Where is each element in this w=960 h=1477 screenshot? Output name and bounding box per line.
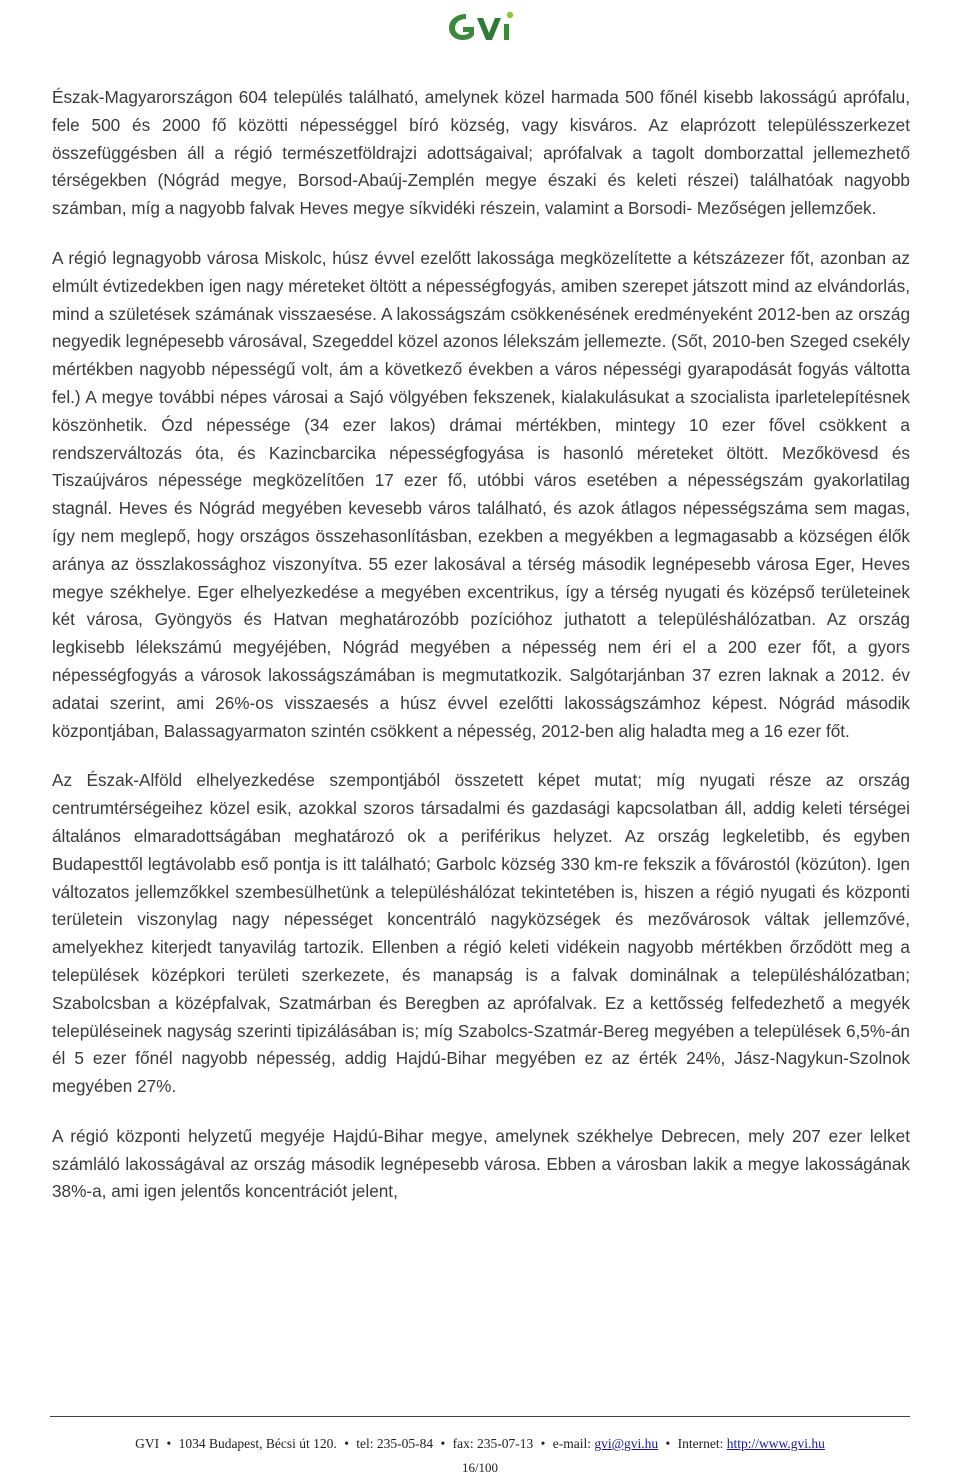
footer-email-label: e-mail:: [552, 1436, 591, 1451]
bullet-icon: •: [166, 1436, 172, 1451]
footer-fax: fax: 235-07-13: [452, 1436, 534, 1451]
bullet-icon: •: [540, 1436, 546, 1451]
paragraph-4: A régió központi helyzetű megyéje Hajdú-Bihar megye, amelynek székhelye Debrecen, mely 207 ezer lelket számláló lakosságával az ország második legnépesebb városa. Ebben a városban lakik a megye lakosságának 38%-a, ami igen jelentős koncentrációt jelent,: [52, 1125, 910, 1202]
footer-tel: tel: 235-05-84: [356, 1436, 434, 1451]
document-body: [52, 84, 910, 1228]
footer-internet-label: Internet:: [677, 1436, 724, 1451]
footer-divider: [50, 1416, 910, 1417]
gvi-logo-mark: [444, 6, 520, 46]
footer-contact: [0, 1436, 960, 1452]
footer-website-link[interactable]: http://www.gvi.hu: [726, 1436, 825, 1451]
footer-email-link[interactable]: gvi@gvi.hu: [594, 1436, 659, 1451]
footer-org: GVI: [135, 1436, 160, 1451]
bullet-icon: •: [665, 1436, 671, 1451]
paragraph-1: Észak-Magyarországon 604 település található, amelynek közel harmada 500 főnél kisebb lakosságú aprófalu, fele 500 és 2000 fő közötti népességgel bíró község, vagy kisváros. Az elaprózott településszerkezet összefüggésben áll a régió természetföldrajzi adottságaival; aprófalvak a tagolt domborzattal jellemezhető térségekben (Nógrád megye, Borsod-Abaúj-Zemplén megye északi és keleti részei) találhatóak nagyobb számban, míg a nagyobb falvak Heves megye síkvidéki részein, valamint a Borsodi- Mezőségen jellemzőek.: [52, 87, 910, 219]
paragraph-3: Az Észak-Alföld elhelyezkedése szempontjából összetett képet mutat; míg nyugati része az ország centrumtérségeihez közel esik, azokkal szoros társadalmi és gazdasági kapcsolatban áll, addig keleti térségei általános elmaradottságában meghatározó ok a periférikus helyzet. Az ország legkeletibb, és egyben Budapesttől legtávolabb eső pontja is itt található; Garbolc község 330 km-re fekszik a fővárostól (közúton). Igen változatos jellemzőkkel szembesülhetünk a településhálózat tekintetében is, hiszen a régió nyugati és központi területein viszonylag nagy népességet koncentráló nagyközségek és mezővárosok váltak jellemzővé, amelyekhez kiterjedt tanyavilág tartozik. Ellenben a régió keleti vidékein nagyobb mértékben őrződött meg a települések középkori területi szerkezete, és manapság is a falvak dominálnak a településhálózatban; Szabolcsban a középfalvak, Szatmárban és Beregben az aprófalvak. Ez a kettősség felfedezhető a megyék településeinek nagyság szerinti tipizálásában is; míg Szabolcs-Szatmár-Bereg megyében a települések 6,5%-án él 5 ezer főnél nagyobb népesség, addig Hajdú-Bihar megyében ez az érték 24%, Jász-Nagykun-Szolnok megyében 27%.: [52, 770, 910, 1097]
footer-address: 1034 Budapest, Bécsi út 120.: [178, 1436, 337, 1451]
bullet-icon: •: [344, 1436, 349, 1451]
paragraph-2: A régió legnagyobb városa Miskolc, húsz évvel ezelőtt lakossága megközelítette a kétszázezer főt, azonban az elmúlt évtizedekben igen nagy méreteket öltött a népességfogyás, amiben szerepet játszott mind az elvándorlás, mind a születések számának visszaesése. A lakosságszám csökkenésének eredményeként 2012-ben az ország negyedik legnépesebb városával, Szegeddel közel azonos lélekszám jellemezte. (Sőt, 2010-ben Szeged csekély mértékben nagyobb népességű volt, ám a következő években a város népességi gyarapodását fogyás váltotta fel.) A megye további népes városai a Sajó völgyében fekszenek, kialakulásukat a szocialista iparletelepítésnek köszönhetik. Ózd népessége (34 ezer lakos) drámai mértékben, mintegy 10 ezer fővel csökkent a rendszerváltozás óta, és Kazincbarcika népességfogyása is hasonló méreteket öltött. Mezőkövesd és Tiszaújváros népessége megközelítően 17 ezer fő, utóbbi város esetében a népességszám gyakorlatilag stagnál. Heves és Nógrád megyében kevesebb város található, és azok átlagos népességszáma sem magas, így nem meglepő, hogy országos összehasonlításban, ezekben a megyékben a legmagasabb a községen élők aránya az összlakossághoz viszonyítva. 55 ezer lakosával a térség második legnépesebb városa Eger, Heves megye székhelye. Eger elhelyezkedése a megyében excentrikus, így a térség nyugati és középső területeinek két városa, Gyöngyös és Hatvan meghatározóbb pozícióhoz juthatott a településhálózatban. Az ország legkisebb lélekszámú megyéjében, Nógrád megyében a népesség nem éri el a 200 ezer főt, a gyors népességfogyás a városok lakosságszámában is megmutatkozik. Salgótarjánban 37 ezren laknak a 2012. év adatai szerint, ami 26%-os visszaesés a húsz évvel ezelőtti lakosságszámhoz képest. Nógrád második központjában, Balassagyarmaton szintén csökkent a népesség, 2012-ben alig haladta meg a 16 ezer főt.: [52, 247, 910, 741]
bullet-icon: •: [440, 1436, 446, 1451]
page-number: 16/100: [461, 1460, 499, 1475]
gvi-logo: [444, 6, 520, 46]
